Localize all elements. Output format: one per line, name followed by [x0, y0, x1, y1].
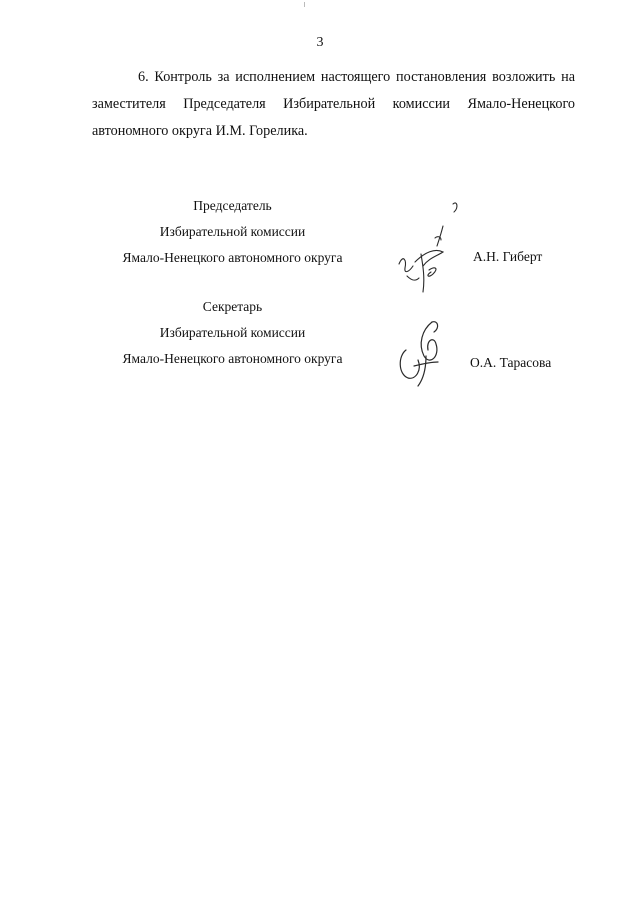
resolution-paragraph: 6. Контроль за исполнением настоящего постановления возложить на заместителя Председателя Избирательной комиссии Ямало-Ненецкого автономного округа И.М. Горелика. — [92, 69, 575, 139]
secretary-name: О.А. Тарасова — [470, 355, 552, 370]
secretary-org-line2: Ямало-Ненецкого автономного округа — [122, 351, 343, 366]
secretary-org-line1: Избирательной комиссии — [159, 325, 306, 340]
scan-artifact — [304, 2, 305, 7]
chairman-signature-block — [60, 193, 405, 271]
chairman-org-line2: Ямало-Ненецкого автономного округа — [122, 250, 343, 265]
chairman-name: А.Н. Гиберт — [473, 249, 543, 264]
chairman-title: Председатель — [193, 198, 272, 213]
chairman-org-line1: Избирательной комиссии — [159, 224, 306, 239]
secretary-signature-icon — [392, 316, 452, 391]
secretary-signature-block — [60, 294, 405, 372]
page-number: 3 — [316, 35, 324, 50]
chairman-signature-icon — [385, 196, 465, 306]
secretary-title: Секретарь — [202, 299, 263, 314]
